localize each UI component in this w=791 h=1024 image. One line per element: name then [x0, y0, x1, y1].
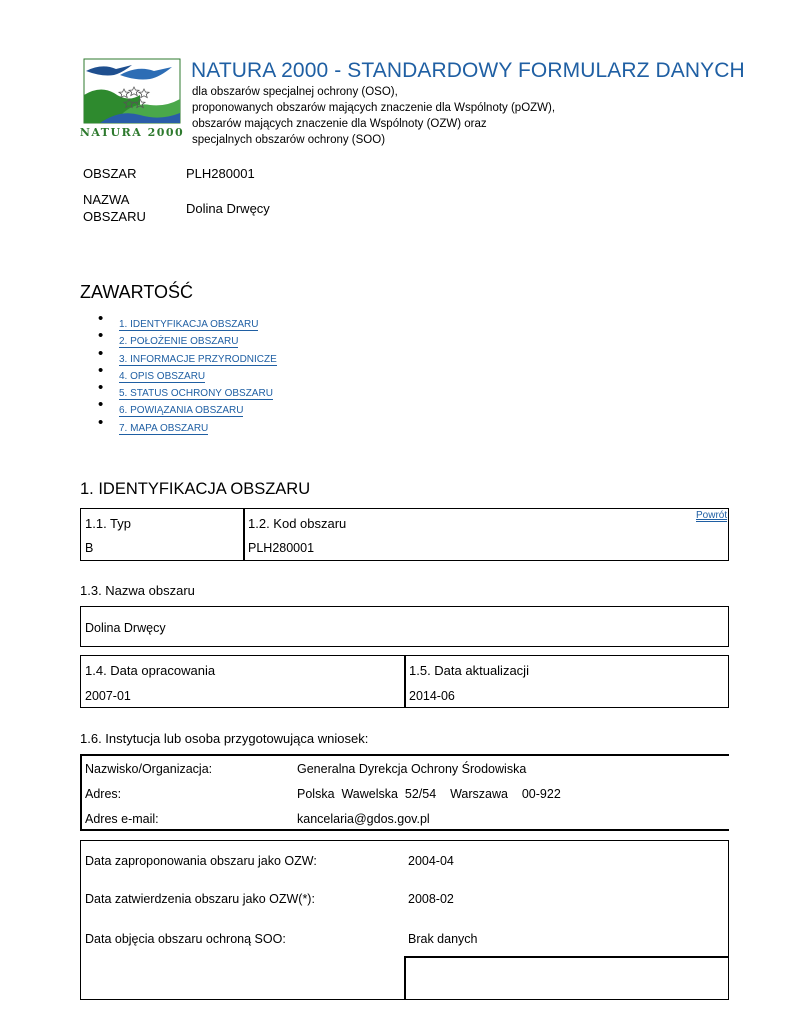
compiled-value: 2007-01	[85, 689, 131, 703]
address-value: Polska Wawelska 52/54 Warszawa 00-922	[297, 787, 561, 801]
subtitle-line: obszarów mających znaczenie dla Wspólnoty (OZW) oraz	[192, 118, 487, 130]
bullet-icon: •	[98, 344, 104, 362]
name-heading: 1.3. Nazwa obszaru	[80, 583, 195, 598]
back-to-top-link[interactable]: Powrót	[696, 510, 728, 521]
updated-label: 1.5. Data aktualizacji	[409, 663, 529, 678]
divider	[80, 829, 729, 831]
bullet-icon: •	[98, 413, 104, 431]
designated-label: Data objęcia obszaru ochroną SOO:	[85, 932, 286, 946]
divider	[80, 754, 729, 756]
proposed-value: 2004-04	[408, 854, 454, 868]
toc-link-site-management[interactable]: 6. POWIĄZANIA OBSZARU	[119, 405, 244, 417]
logo-text: NATURA 2000	[80, 126, 184, 139]
subtitle-line: dla obszarów specjalnej ochrony (OSO),	[192, 86, 398, 98]
site-name-label-line2: OBSZARU	[83, 209, 146, 224]
site-name-label-line1: NAZWA	[83, 192, 130, 207]
designated-value: Brak danych	[408, 932, 478, 946]
respondent-heading: 1.6. Instytucja lub osoba przygotowująca wniosek:	[80, 731, 369, 746]
updated-value: 2014-06	[409, 689, 455, 703]
bullet-icon: •	[98, 327, 104, 345]
subtitle-line: specjalnych obszarów ochrony (SOO)	[192, 134, 386, 146]
page-title: NATURA 2000 - STANDARDOWY FORMULARZ DANYCH	[191, 59, 745, 82]
confirmed-label: Data zatwierdzenia obszaru jako OZW(*):	[85, 892, 315, 906]
divider	[404, 956, 406, 1000]
divider	[80, 754, 82, 830]
toc-link-location[interactable]: 2. POŁOŻENIE OBSZARU	[119, 336, 239, 348]
divider	[404, 655, 406, 708]
toc-link-identification[interactable]: 1. IDENTYFIKACJA OBSZARU	[119, 319, 259, 330]
toc-link-ecological-info[interactable]: 3. INFORMACJE PRZYRODNICZE	[119, 353, 277, 365]
toc-link-protection-status[interactable]: 5. STATUS OCHRONY OBSZARU	[119, 388, 273, 400]
site-code-label: OBSZAR	[83, 166, 137, 181]
confirmed-value: 2008-02	[408, 892, 454, 906]
bullet-icon: •	[98, 310, 104, 327]
org-value: Generalna Dyrekcja Ochrony Środowiska	[297, 762, 527, 776]
name-box	[80, 606, 729, 647]
divider	[404, 956, 729, 958]
site-code-value: PLH280001	[186, 166, 255, 181]
compiled-label: 1.4. Data opracowania	[85, 663, 216, 678]
section-1-heading: 1. IDENTYFIKACJA OBSZARU	[80, 480, 311, 498]
toc-link-site-description[interactable]: 4. OPIS OBSZARU	[119, 370, 206, 382]
address-label: Adres:	[85, 787, 122, 801]
toc-link-site-map[interactable]: 7. MAPA OBSZARU	[119, 422, 209, 434]
bullet-icon: •	[98, 361, 104, 379]
divider	[243, 508, 245, 561]
site-name-value: Dolina Drwęcy	[186, 201, 270, 216]
subtitle-line: proponowanych obszarów mających znaczenie dla Wspólnoty (pOZW),	[192, 102, 556, 114]
bullet-icon: •	[98, 396, 104, 414]
type-code-table	[80, 508, 729, 561]
type-value: B	[85, 541, 94, 555]
email-label: Adres e-mail:	[85, 812, 159, 826]
proposed-label: Data zaproponowania obszaru jako OZW:	[85, 854, 317, 868]
code-label: 1.2. Kod obszaru	[248, 516, 347, 531]
name-value: Dolina Drwęcy	[85, 621, 166, 635]
bullet-icon: •	[98, 379, 104, 397]
natura-logo-graphic	[80, 55, 184, 139]
org-label: Nazwisko/Organizacja:	[85, 762, 213, 776]
toc-heading: ZAWARTOŚĆ	[80, 282, 194, 302]
code-value: PLH280001	[248, 541, 315, 555]
type-label: 1.1. Typ	[85, 516, 132, 531]
email-value: kancelaria@gdos.gov.pl	[297, 812, 430, 826]
natura-2000-logo	[80, 55, 184, 139]
